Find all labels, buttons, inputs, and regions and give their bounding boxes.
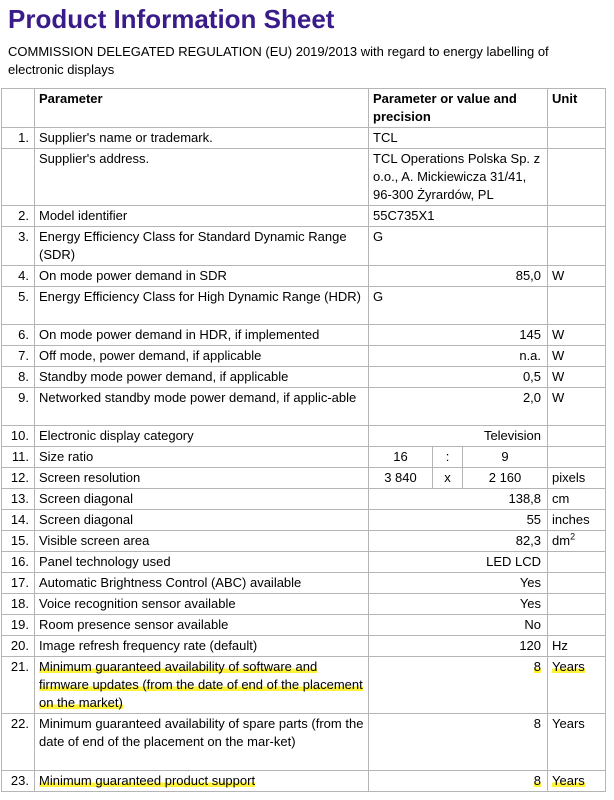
value-cell <box>369 266 548 287</box>
table-row <box>2 573 606 594</box>
unit-cell <box>548 771 606 792</box>
table-row <box>2 346 606 367</box>
unit-cell <box>548 447 606 468</box>
table-row <box>2 615 606 636</box>
value-text: 2,0 <box>522 390 542 405</box>
unit-text: W <box>552 268 565 283</box>
table-row <box>2 468 606 489</box>
unit-cell <box>548 489 606 510</box>
value-cell <box>369 426 548 447</box>
value-text: 8 <box>533 773 542 788</box>
parameter-text: Screen diagonal <box>39 491 133 506</box>
value-separator: x <box>433 468 463 489</box>
value-cell <box>369 388 548 426</box>
table-row <box>2 227 606 266</box>
unit-cell <box>548 636 606 657</box>
unit-text: Hz <box>552 638 568 653</box>
parameter-cell <box>35 615 369 636</box>
value-cell <box>369 510 548 531</box>
parameter-cell <box>35 510 369 531</box>
unit-cell <box>548 657 606 714</box>
value-cell <box>369 206 548 227</box>
value-text: Yes <box>519 575 542 590</box>
value-text: 82,3 <box>515 533 542 548</box>
parameter-cell <box>35 367 369 388</box>
regulation-subtitle: COMMISSION DELEGATED REGULATION (EU) 2019/2013 with regard to energy labelling of electronic displays <box>8 44 549 77</box>
parameter-text: Standby mode power demand, if applicable <box>39 369 289 384</box>
table-row <box>2 552 606 573</box>
parameter-cell <box>35 325 369 346</box>
parameter-cell <box>35 468 369 489</box>
value-text: No <box>524 617 542 632</box>
unit-cell <box>548 367 606 388</box>
parameter-cell <box>35 714 369 771</box>
unit-cell <box>548 227 606 266</box>
value-text: TCL Operations Polska Sp. z o.o., A. Mickiewicza 31/41, 96-300 Żyrardów, PL <box>373 151 541 202</box>
value-text: G <box>373 229 384 244</box>
value-cell <box>369 346 548 367</box>
parameter-text: Minimum guaranteed availability of spare parts (from the date of end of the placement on the mar-ket) <box>39 716 364 749</box>
value-cell <box>369 594 548 615</box>
unit-cell <box>548 714 606 771</box>
table-row <box>2 594 606 615</box>
header-unit: Unit <box>548 89 606 128</box>
unit-text: Years <box>552 716 585 731</box>
unit-cell <box>548 552 606 573</box>
row-number: 9. <box>2 388 35 426</box>
row-number: 19. <box>2 615 35 636</box>
value-text: Yes <box>519 596 542 611</box>
parameter-text: Off mode, power demand, if applicable <box>39 348 262 363</box>
value-text: LED LCD <box>486 554 542 569</box>
value-cell <box>369 714 548 771</box>
parameter-cell <box>35 594 369 615</box>
value-text: 138,8 <box>508 491 542 506</box>
parameter-text: Screen resolution <box>39 470 141 485</box>
parameter-text: Supplier's name or trademark. <box>39 130 213 145</box>
unit-text: W <box>552 369 565 384</box>
parameter-cell <box>35 266 369 287</box>
table-row <box>2 287 606 325</box>
parameter-text: Size ratio <box>39 449 94 464</box>
parameter-cell <box>35 149 369 206</box>
table-row <box>2 771 606 792</box>
row-number: 16. <box>2 552 35 573</box>
page-title: Product Information Sheet <box>8 4 335 34</box>
parameter-cell <box>35 426 369 447</box>
row-number: 4. <box>2 266 35 287</box>
parameter-cell <box>35 206 369 227</box>
parameter-cell <box>35 552 369 573</box>
unit-cell <box>548 615 606 636</box>
unit-cell <box>548 206 606 227</box>
row-number: 18. <box>2 594 35 615</box>
value-cell <box>369 149 548 206</box>
value-text: 120 <box>519 638 542 653</box>
value-separator: : <box>433 447 463 468</box>
value-cell <box>369 287 548 325</box>
unit-text: Years <box>552 773 585 788</box>
value-right: 2 160 <box>463 468 548 489</box>
unit-cell <box>548 266 606 287</box>
row-number: 5. <box>2 287 35 325</box>
table-row <box>2 489 606 510</box>
value-cell <box>369 636 548 657</box>
value-text: 145 <box>519 327 542 342</box>
parameter-cell <box>35 636 369 657</box>
table-row <box>2 266 606 287</box>
value-text: 8 <box>533 716 542 731</box>
parameter-text: Voice recognition sensor available <box>39 596 236 611</box>
value-cell <box>369 657 548 714</box>
row-number <box>2 149 35 206</box>
parameter-text: Automatic Brightness Control (ABC) available <box>39 575 302 590</box>
parameter-text: Minimum guaranteed product support <box>39 773 256 788</box>
value-left: 3 840 <box>369 468 433 489</box>
unit-cell <box>548 573 606 594</box>
table-row <box>2 206 606 227</box>
value-cell <box>369 489 548 510</box>
row-number: 1. <box>2 128 35 149</box>
parameter-text: Visible screen area <box>39 533 150 548</box>
parameter-text: Room presence sensor available <box>39 617 229 632</box>
row-number: 11. <box>2 447 35 468</box>
row-number: 7. <box>2 346 35 367</box>
value-cell <box>369 573 548 594</box>
parameter-cell <box>35 227 369 266</box>
value-text: TCL <box>373 130 398 145</box>
value-text: Television <box>483 428 542 443</box>
unit-text: dm <box>552 533 571 548</box>
unit-cell <box>548 426 606 447</box>
table-row <box>2 531 606 552</box>
unit-text: pixels <box>552 470 586 485</box>
value-cell <box>369 552 548 573</box>
unit-cell <box>548 510 606 531</box>
value-cell <box>369 367 548 388</box>
value-right: 9 <box>463 447 548 468</box>
table-row <box>2 149 606 206</box>
table-row <box>2 447 606 468</box>
value-cell <box>369 771 548 792</box>
parameter-cell <box>35 346 369 367</box>
parameter-text: Networked standby mode power demand, if applic-able <box>39 390 357 405</box>
row-number: 23. <box>2 771 35 792</box>
unit-text: inches <box>552 512 590 527</box>
unit-text: W <box>552 390 565 405</box>
unit-text: W <box>552 327 565 342</box>
product-info-table <box>1 88 606 792</box>
unit-cell <box>548 388 606 426</box>
parameter-cell <box>35 771 369 792</box>
row-number: 20. <box>2 636 35 657</box>
parameter-text: Energy Efficiency Class for High Dynamic Range (HDR) <box>39 289 361 304</box>
parameter-text: Energy Efficiency Class for Standard Dynamic Range (SDR) <box>39 229 347 262</box>
row-number: 22. <box>2 714 35 771</box>
parameter-cell <box>35 573 369 594</box>
value-cell <box>369 227 548 266</box>
value-cell <box>369 128 548 149</box>
header-parameter: Parameter <box>35 89 369 128</box>
parameter-cell <box>35 128 369 149</box>
value-text: 8 <box>533 659 542 674</box>
header-num-cell <box>2 89 35 128</box>
unit-text: cm <box>552 491 570 506</box>
header-value: Parameter or value and precision <box>369 89 548 128</box>
table-row <box>2 426 606 447</box>
table-row <box>2 657 606 714</box>
parameter-text: Electronic display category <box>39 428 194 443</box>
table-row <box>2 510 606 531</box>
unit-text: Years <box>552 659 585 674</box>
unit-superscript: 2 <box>570 531 576 542</box>
value-text: 85,0 <box>515 268 542 283</box>
value-text: 0,5 <box>522 369 542 384</box>
row-number: 10. <box>2 426 35 447</box>
row-number: 13. <box>2 489 35 510</box>
value-text: n.a. <box>519 348 542 363</box>
table-row <box>2 128 606 149</box>
parameter-text: On mode power demand in SDR <box>39 268 227 283</box>
unit-cell <box>548 531 606 552</box>
table-row <box>2 714 606 771</box>
parameter-cell <box>35 287 369 325</box>
parameter-text: Supplier's address. <box>39 151 150 166</box>
row-number: 3. <box>2 227 35 266</box>
value-cell <box>369 325 548 346</box>
row-number: 14. <box>2 510 35 531</box>
table-row <box>2 636 606 657</box>
table-body <box>2 128 606 792</box>
parameter-text: On mode power demand in HDR, if implemented <box>39 327 320 342</box>
table-row <box>2 388 606 426</box>
table-row <box>2 367 606 388</box>
row-number: 8. <box>2 367 35 388</box>
unit-cell <box>548 325 606 346</box>
row-number: 12. <box>2 468 35 489</box>
unit-cell <box>548 346 606 367</box>
parameter-text: Model identifier <box>39 208 128 223</box>
parameter-text: Screen diagonal <box>39 512 133 527</box>
parameter-text: Minimum guaranteed availability of software and firmware updates (from the date of end of the placement on the market) <box>39 659 363 710</box>
value-text: G <box>373 289 384 304</box>
parameter-cell <box>35 489 369 510</box>
unit-cell <box>548 468 606 489</box>
value-text: 55C735X1 <box>373 208 435 223</box>
table-row <box>2 325 606 346</box>
unit-cell <box>548 287 606 325</box>
value-cell <box>369 531 548 552</box>
parameter-cell <box>35 531 369 552</box>
unit-cell <box>548 149 606 206</box>
parameter-cell <box>35 657 369 714</box>
parameter-text: Image refresh frequency rate (default) <box>39 638 258 653</box>
value-cell <box>369 615 548 636</box>
parameter-cell <box>35 388 369 426</box>
unit-cell <box>548 128 606 149</box>
table-header-row <box>2 89 606 128</box>
row-number: 2. <box>2 206 35 227</box>
row-number: 17. <box>2 573 35 594</box>
unit-cell <box>548 594 606 615</box>
value-left: 16 <box>369 447 433 468</box>
parameter-cell <box>35 447 369 468</box>
value-text: 55 <box>526 512 542 527</box>
row-number: 21. <box>2 657 35 714</box>
row-number: 15. <box>2 531 35 552</box>
unit-text: W <box>552 348 565 363</box>
row-number: 6. <box>2 325 35 346</box>
parameter-text: Panel technology used <box>39 554 171 569</box>
